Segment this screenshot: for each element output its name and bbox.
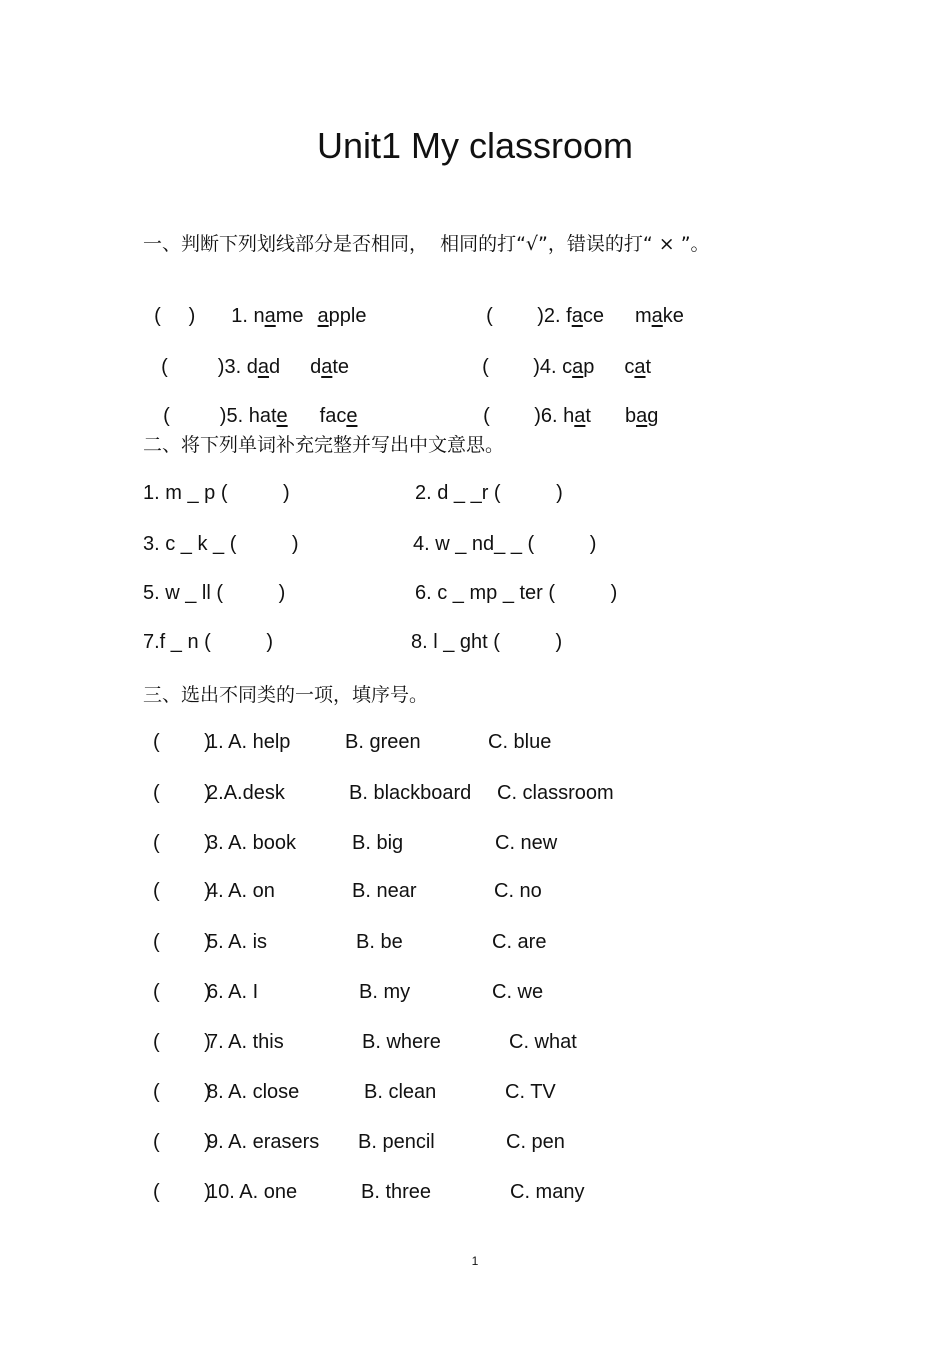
answer-paren[interactable]: ( )	[153, 832, 211, 854]
fill-item-3[interactable]: 3. c _ k _ ( )	[143, 533, 299, 555]
fill-item-2[interactable]: 2. d _ _r ( )	[415, 482, 563, 504]
option-b: B. clean	[364, 1081, 437, 1103]
answer-paren[interactable]: ( )	[153, 1181, 211, 1203]
word-1: face	[566, 305, 604, 327]
answer-paren[interactable]: ( )	[482, 356, 540, 378]
answer-paren[interactable]: ( )	[154, 305, 196, 327]
option-a: A.desk	[223, 782, 285, 804]
answer-paren[interactable]: ( )	[153, 731, 211, 753]
section2-heading: 二、将下列单词补充完整并写出中文意思。	[143, 434, 505, 456]
option-c: C. we	[492, 981, 544, 1003]
option-c: C. what	[509, 1031, 577, 1053]
option-a: A. this	[228, 1031, 284, 1053]
option-a: A. erasers	[228, 1131, 320, 1153]
item-number: 6. A. I	[207, 981, 259, 1003]
answer-paren[interactable]: ( )	[153, 931, 211, 953]
item-number: 10. A. one	[207, 1181, 298, 1203]
judge-item-6	[472, 382, 658, 428]
word-2: date	[310, 356, 350, 378]
item-number: 3. A. book	[207, 832, 296, 854]
option-a: A. help	[228, 731, 291, 753]
answer-paren[interactable]: ( )	[163, 405, 227, 427]
option-a: A. is	[228, 931, 268, 953]
item-number: 2.A.desk	[207, 782, 285, 804]
word-2: cat	[624, 356, 652, 378]
option-c: C. many	[510, 1181, 585, 1203]
option-c: C. TV	[505, 1081, 556, 1103]
page-number: 1	[471, 1254, 479, 1268]
answer-paren[interactable]: ( )	[153, 782, 211, 804]
word-1: hat	[563, 405, 591, 427]
fill-item-6[interactable]: 6. c _ mp _ ter ( )	[415, 582, 618, 604]
option-a: A. book	[228, 832, 296, 854]
answer-paren[interactable]: ( )	[153, 880, 211, 902]
answer-paren[interactable]: ( )	[153, 1081, 211, 1103]
page-title: Unit1 My classroom	[316, 125, 634, 166]
option-b: B. pencil	[358, 1131, 435, 1153]
option-b: B. big	[352, 832, 404, 854]
judge-item-2	[475, 282, 684, 328]
item-number: 1.	[231, 305, 254, 327]
fill-item-1[interactable]: 1. m _ p ( )	[143, 482, 290, 504]
answer-paren[interactable]: ( )	[153, 981, 211, 1003]
fill-item-5[interactable]: 5. w _ ll ( )	[143, 582, 286, 604]
judge-item-4	[471, 333, 651, 379]
option-b: B. near	[352, 880, 417, 902]
word-2: bag	[624, 405, 659, 427]
item-number: 8. A. close	[207, 1081, 300, 1103]
item-number: 5.	[226, 405, 249, 427]
word-1: hate	[248, 405, 288, 427]
item-number: 9. A. erasers	[207, 1131, 320, 1153]
answer-paren[interactable]: ( )	[153, 1031, 211, 1053]
fill-item-8[interactable]: 8. l _ ght ( )	[411, 631, 563, 653]
option-b: B. my	[359, 981, 411, 1003]
judge-item-5	[152, 382, 357, 428]
answer-paren[interactable]: ( )	[483, 405, 541, 427]
option-c: C. pen	[506, 1131, 565, 1153]
judge-item-1	[143, 282, 366, 328]
fill-item-7[interactable]: 7.f _ n ( )	[143, 631, 274, 653]
option-b: B. three	[361, 1181, 432, 1203]
item-number: 5. A. is	[207, 931, 268, 953]
option-c: C. blue	[488, 731, 552, 753]
option-a: A. I	[228, 981, 259, 1003]
option-a: A. close	[228, 1081, 300, 1103]
word-2: apple	[317, 305, 367, 327]
word-2: make	[634, 305, 684, 327]
item-number: 2.	[543, 305, 567, 327]
item-number: 4.	[539, 356, 563, 378]
option-c: C. no	[494, 880, 542, 902]
option-c: C. new	[495, 832, 558, 854]
word-1: dad	[246, 356, 281, 378]
option-c: C. classroom	[497, 782, 614, 804]
option-b: B. blackboard	[349, 782, 472, 804]
answer-paren[interactable]: ( )	[486, 305, 544, 327]
option-b: B. green	[345, 731, 421, 753]
option-b: B. where	[362, 1031, 441, 1053]
judge-item-3	[150, 333, 349, 379]
item-number: 7. A. this	[207, 1031, 284, 1053]
word-1: name	[253, 305, 304, 327]
section1-heading: 一、判断下列划线部分是否相同， 相同的打“√”，错误的打“ × ”。	[143, 233, 710, 255]
option-a: A. one	[239, 1181, 298, 1203]
item-number: 1. A. help	[207, 731, 291, 753]
option-c: C. are	[492, 931, 547, 953]
word-1: cap	[562, 356, 595, 378]
word-2: face	[319, 405, 358, 427]
answer-paren[interactable]: ( )	[153, 1131, 211, 1153]
item-number: 6.	[540, 405, 564, 427]
option-a: A. on	[228, 880, 275, 902]
section3-heading: 三、选出不同类的一项，填序号。	[143, 684, 429, 706]
item-number: 3.	[224, 356, 247, 378]
option-b: B. be	[356, 931, 403, 953]
item-number: 4. A. on	[207, 880, 275, 902]
fill-item-4[interactable]: 4. w _ nd_ _ ( )	[413, 533, 597, 555]
answer-paren[interactable]: ( )	[161, 356, 225, 378]
